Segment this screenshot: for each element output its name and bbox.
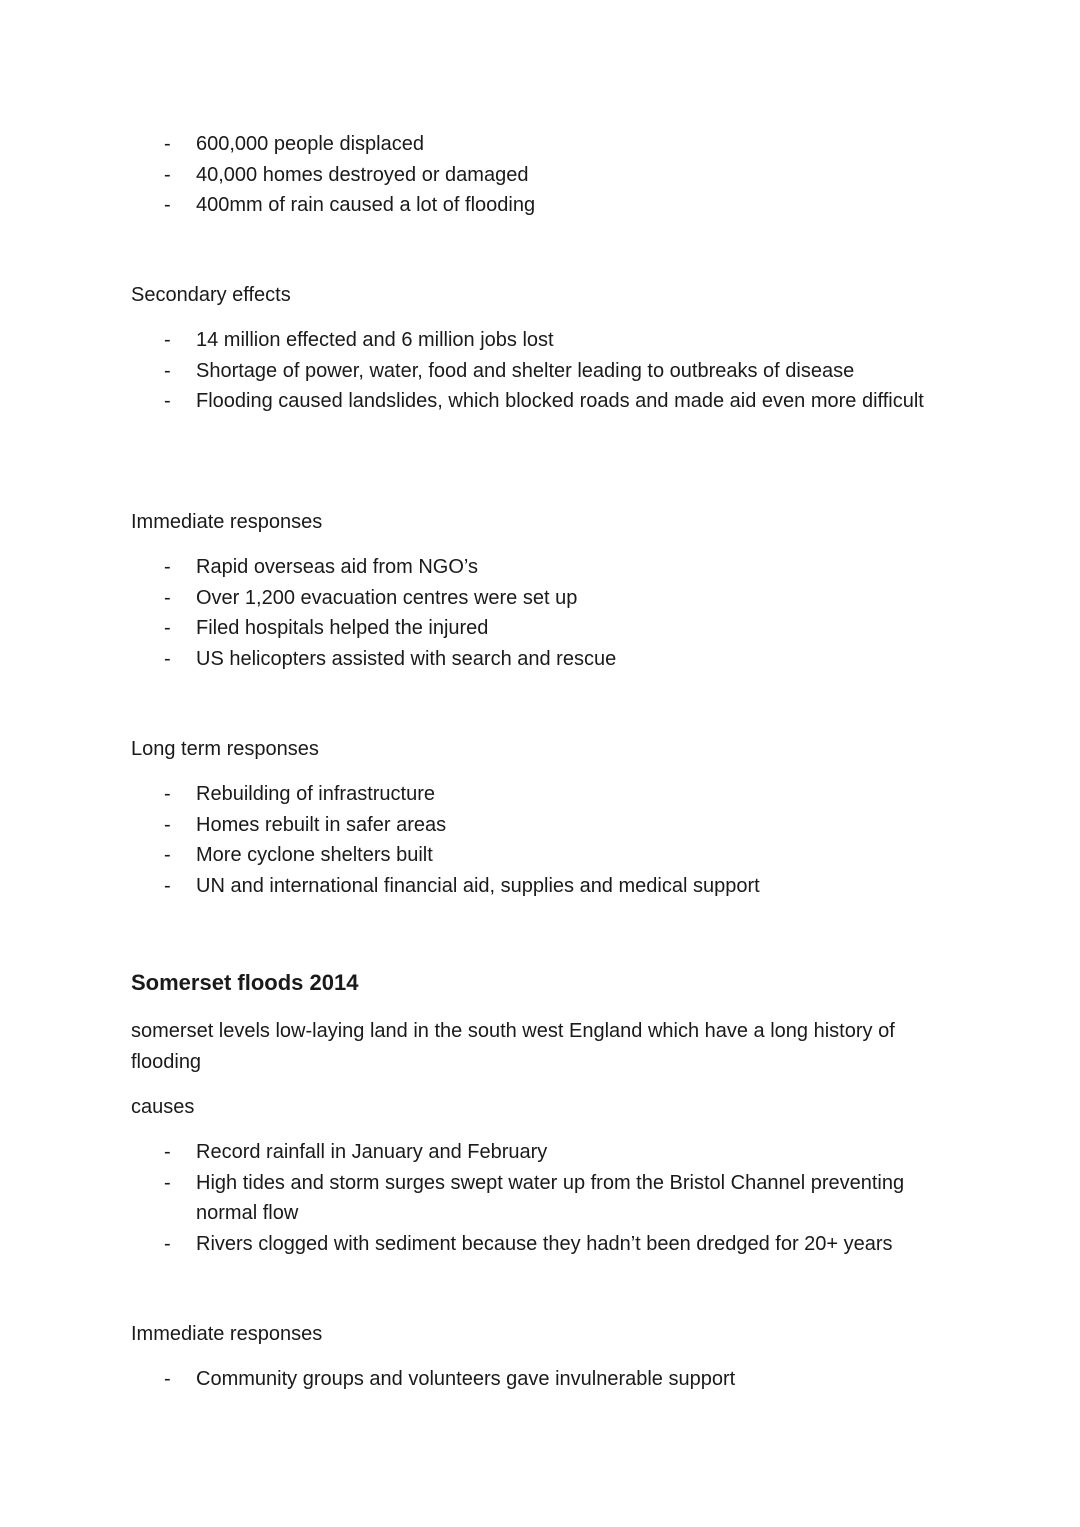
bullet-dash: - [164,1171,171,1194]
list-item-text: 400mm of rain caused a lot of flooding [196,194,536,216]
bullet-dash: - [164,556,171,578]
bullet-dash: - [164,1368,171,1390]
list-item-text: Homes rebuilt in safer areas [196,813,447,836]
secondary-effects-list [131,325,951,417]
long-term-responses-label: Long term responses [131,738,319,760]
list-item [131,1137,951,1168]
list-item [131,386,951,417]
list-item [131,810,951,841]
immediate-responses-list [131,1364,951,1395]
list-item [131,779,951,810]
primary-effects-list [131,129,951,221]
bullet-dash: - [164,163,171,186]
list-item [131,129,951,160]
bullet-dash: - [164,874,171,897]
list-item-text: 40,000 homes destroyed or damaged [196,163,529,186]
bullet-dash: - [164,586,171,609]
list-item [131,840,951,871]
list-item [131,583,951,614]
list-item [131,160,951,191]
immediate-responses-list [131,552,951,674]
list-item [131,1229,951,1260]
bullet-dash: - [164,133,171,155]
list-item [131,871,951,902]
list-item [131,644,951,675]
bullet-dash: - [164,329,171,351]
list-item-text: 600,000 people displaced [196,133,424,155]
list-item-text: Shortage of power, water, food and shelter leading to outbreaks of disease [196,359,855,382]
bullet-dash: - [164,647,171,670]
list-item-text: High tides and storm surges swept water up from the Bristol Channel preventing normal flow [196,1171,905,1224]
list-item-text: 14 million effected and 6 million jobs lost [196,329,554,351]
list-item-text: Rebuilding of infrastructure [196,783,436,805]
bullet-dash: - [164,1141,171,1163]
list-item [131,325,951,356]
list-item [131,613,951,644]
list-item-text: More cyclone shelters built [196,844,433,866]
bullet-dash: - [164,1232,171,1255]
causes-label: causes [131,1096,195,1118]
list-item [131,1364,951,1395]
list-item [131,190,951,221]
list-item [131,1168,951,1229]
immediate-responses-label: Immediate responses [131,1323,323,1345]
list-item-text: Flooding caused landslides, which blocked roads and made aid even more difficult [196,390,924,412]
bullet-dash: - [164,783,171,805]
list-item-text: Rivers clogged with sediment because they hadn’t been dredged for 20+ years [196,1232,893,1255]
secondary-effects-label: Secondary effects [131,284,291,306]
somerset-intro: somerset levels low-laying land in the south west England which have a long history of flooding [131,1020,895,1073]
list-item [131,356,951,387]
list-item-text: Community groups and volunteers gave invulnerable support [196,1368,736,1390]
bullet-dash: - [164,813,171,836]
list-item-text: Over 1,200 evacuation centres were set up [196,586,578,609]
list-item-text: US helicopters assisted with search and rescue [196,647,617,670]
list-item-text: Rapid overseas aid from NGO’s [196,556,478,578]
list-item-text: Record rainfall in January and February [196,1141,548,1163]
somerset-heading: Somerset floods 2014 [131,970,359,995]
list-item [131,552,951,583]
list-item-text: UN and international financial aid, supplies and medical support [196,874,760,897]
causes-list [131,1137,951,1259]
long-term-responses-list [131,779,951,901]
immediate-responses-label: Immediate responses [131,511,323,533]
bullet-dash: - [164,194,171,216]
bullet-dash: - [164,844,171,866]
bullet-dash: - [164,617,171,639]
bullet-dash: - [164,390,171,412]
bullet-dash: - [164,359,171,382]
list-item-text: Filed hospitals helped the injured [196,617,489,639]
